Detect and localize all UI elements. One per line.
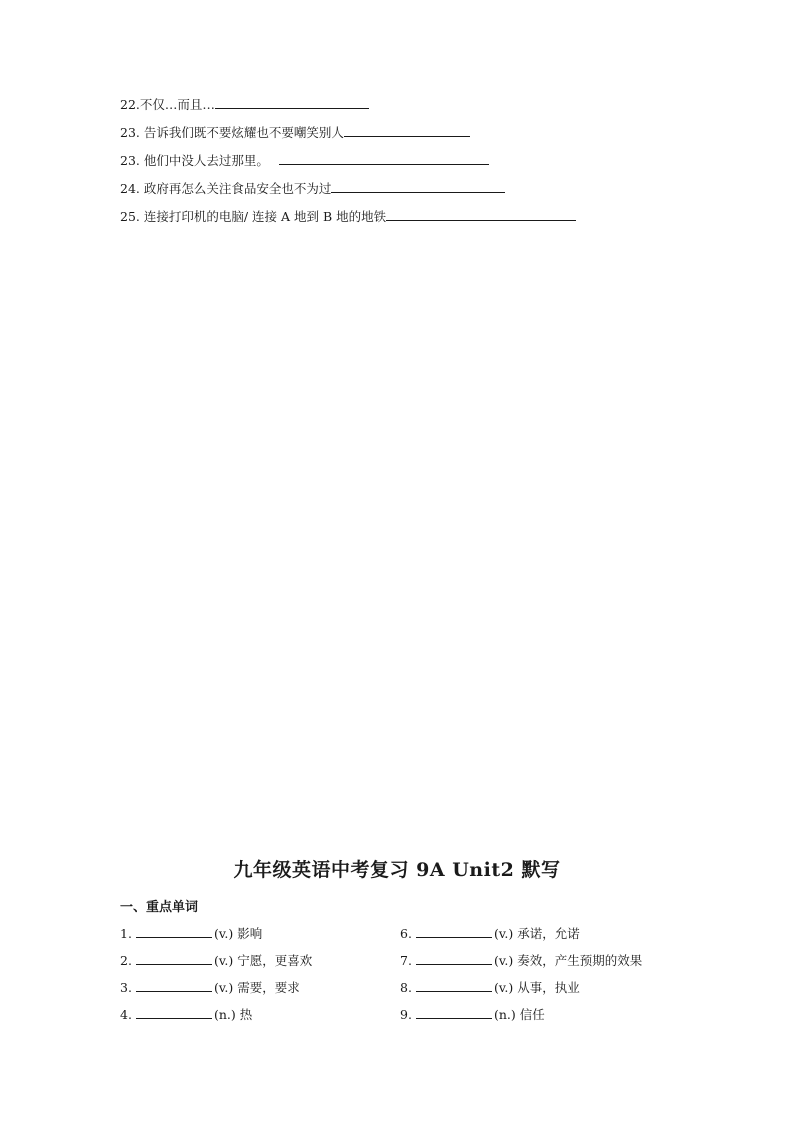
vocab-blank[interactable] bbox=[416, 952, 492, 965]
vocab-blank[interactable] bbox=[136, 952, 212, 965]
vocab-blank[interactable] bbox=[136, 979, 212, 992]
answer-blank[interactable] bbox=[344, 124, 470, 137]
vocab-pos: (v.) bbox=[493, 953, 514, 968]
vocab-number: 3. bbox=[120, 980, 132, 995]
answer-blank[interactable] bbox=[331, 180, 505, 193]
vocab-meaning: 影响 bbox=[237, 926, 263, 941]
page-title: 九年级英语中考复习 9A Unit2 默写 bbox=[233, 859, 561, 881]
vocab-meaning: 热 bbox=[239, 1007, 253, 1022]
vocab-item-9 bbox=[400, 1006, 545, 1024]
vocab-number: 4. bbox=[120, 1007, 132, 1022]
vocab-pos: (n.) bbox=[493, 1007, 516, 1022]
vocab-number: 9. bbox=[400, 1007, 412, 1022]
vocab-item-1 bbox=[120, 925, 262, 943]
item-text: 23. 他们中没人去过那里。 bbox=[120, 153, 273, 168]
vocab-blank[interactable] bbox=[136, 925, 212, 938]
answer-blank[interactable] bbox=[386, 208, 576, 221]
vocab-item-6 bbox=[400, 925, 580, 943]
item-23a bbox=[120, 124, 470, 142]
vocab-meaning: 宁愿，更喜欢 bbox=[237, 953, 313, 968]
vocab-number: 8. bbox=[400, 980, 412, 995]
vocab-number: 6. bbox=[400, 926, 412, 941]
vocab-pos: (v.) bbox=[493, 980, 514, 995]
answer-blank[interactable] bbox=[215, 96, 369, 109]
vocab-number: 1. bbox=[120, 926, 132, 941]
vocab-item-8 bbox=[400, 979, 580, 997]
vocab-meaning: 需要，要求 bbox=[237, 980, 300, 995]
item-23b bbox=[120, 152, 489, 170]
vocab-number: 7. bbox=[400, 953, 412, 968]
item-text: 22.不仅…而且… bbox=[120, 97, 215, 112]
vocab-item-7 bbox=[400, 952, 642, 970]
vocab-item-2 bbox=[120, 952, 312, 970]
vocab-blank[interactable] bbox=[416, 925, 492, 938]
vocab-meaning: 承诺，允诺 bbox=[517, 926, 580, 941]
vocab-blank[interactable] bbox=[416, 979, 492, 992]
item-22 bbox=[120, 96, 369, 114]
vocab-pos: (v.) bbox=[213, 953, 234, 968]
item-text: 24. 政府再怎么关注食品安全也不为过 bbox=[120, 181, 332, 196]
vocab-pos: (v.) bbox=[213, 980, 234, 995]
item-25 bbox=[120, 208, 576, 226]
vocab-number: 2. bbox=[120, 953, 132, 968]
answer-blank[interactable] bbox=[279, 152, 489, 165]
vocab-meaning: 从事，执业 bbox=[517, 980, 580, 995]
vocab-meaning: 奏效，产生预期的效果 bbox=[517, 953, 643, 968]
item-text: 25. 连接打印机的电脑/ 连接 A 地到 B 地的地铁 bbox=[120, 209, 387, 224]
vocab-item-4 bbox=[120, 1006, 252, 1024]
vocab-meaning: 信任 bbox=[519, 1007, 545, 1022]
item-24 bbox=[120, 180, 505, 198]
vocab-item-3 bbox=[120, 979, 300, 997]
vocab-pos: (v.) bbox=[213, 926, 234, 941]
vocab-pos: (n.) bbox=[213, 1007, 236, 1022]
vocab-blank[interactable] bbox=[136, 1006, 212, 1019]
vocab-blank[interactable] bbox=[416, 1006, 492, 1019]
item-text: 23. 告诉我们既不要炫耀也不要嘲笑别人 bbox=[120, 125, 344, 140]
section-heading: 一、重点单词 bbox=[120, 900, 199, 915]
vocab-pos: (v.) bbox=[493, 926, 514, 941]
